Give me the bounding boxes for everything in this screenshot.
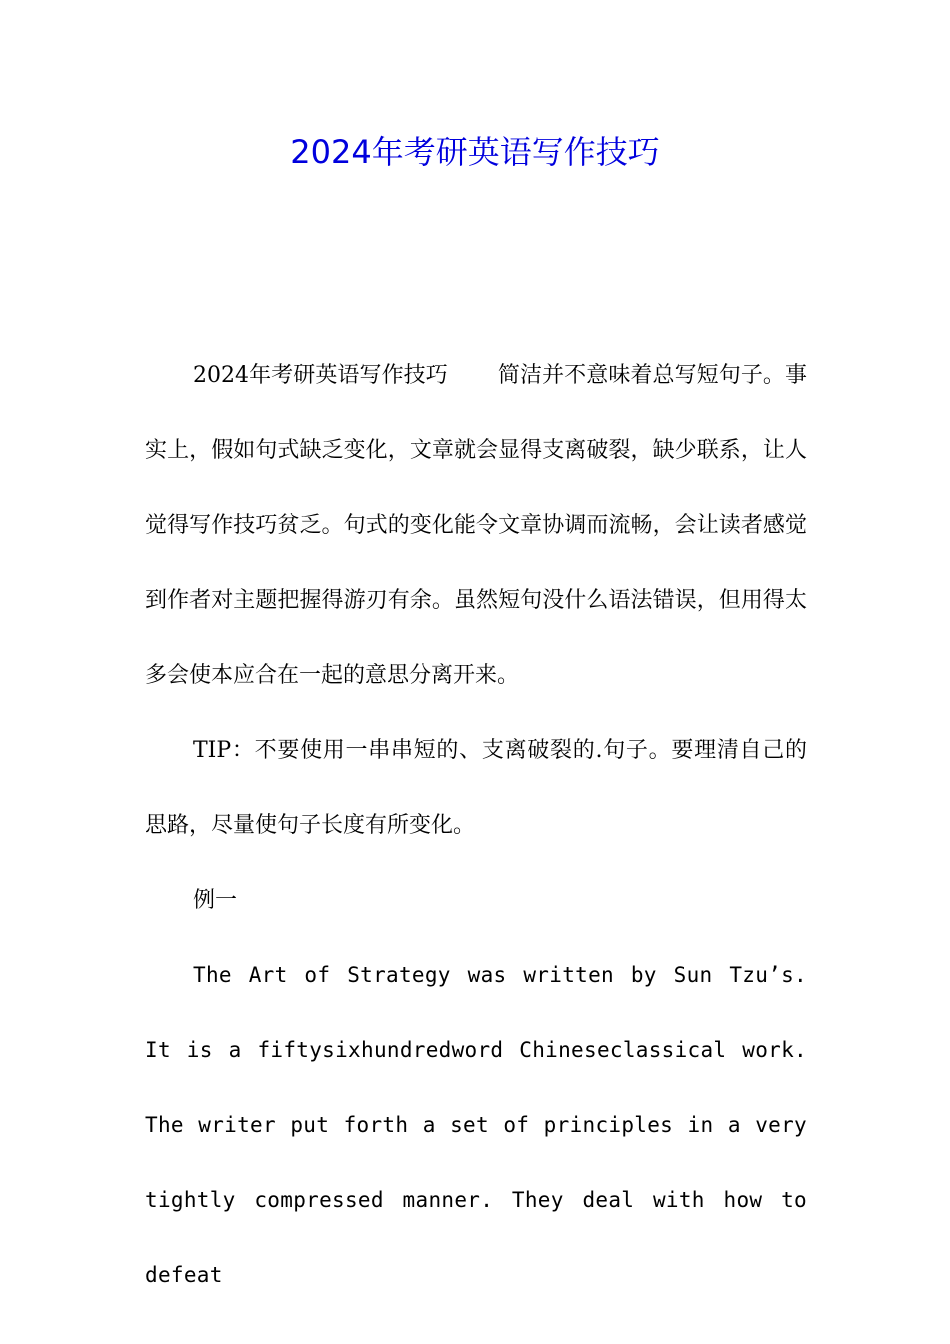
paragraph-intro <box>145 338 807 713</box>
paragraph-text: 简洁并不意味着总写短句子。事实上，假如句式缺乏变化，文章就会显得支离破裂，缺少联系，让人觉得写作技巧贫乏。句式的变化能令文章协调而流畅，会让读者感觉到作者对主题把握得游刃有余。虽然短句没什么语法错误，但用得太多会使本应合在一起的意思分离开来。 <box>145 363 807 688</box>
paragraph-tip: TIP：不要使用一串串短的、支离破裂的.句子。要理清自己的思路，尽量使句子长度有所变化。 <box>145 738 807 838</box>
paragraph-lead: 2024年考研英语写作技巧 <box>193 363 448 388</box>
document-title: 2024年考研英语写作技巧 <box>290 133 660 171</box>
paragraph-example-heading: 例一 <box>193 888 238 913</box>
paragraph-example-english: The Art of Strategy was written by Sun Tzu’s. It is a fiftysixhundredword Chineseclassical work. The writer put forth a set of principles in a very tightly compressed manner. They deal with how to defeat <box>145 963 807 1287</box>
document-body <box>145 338 807 1313</box>
